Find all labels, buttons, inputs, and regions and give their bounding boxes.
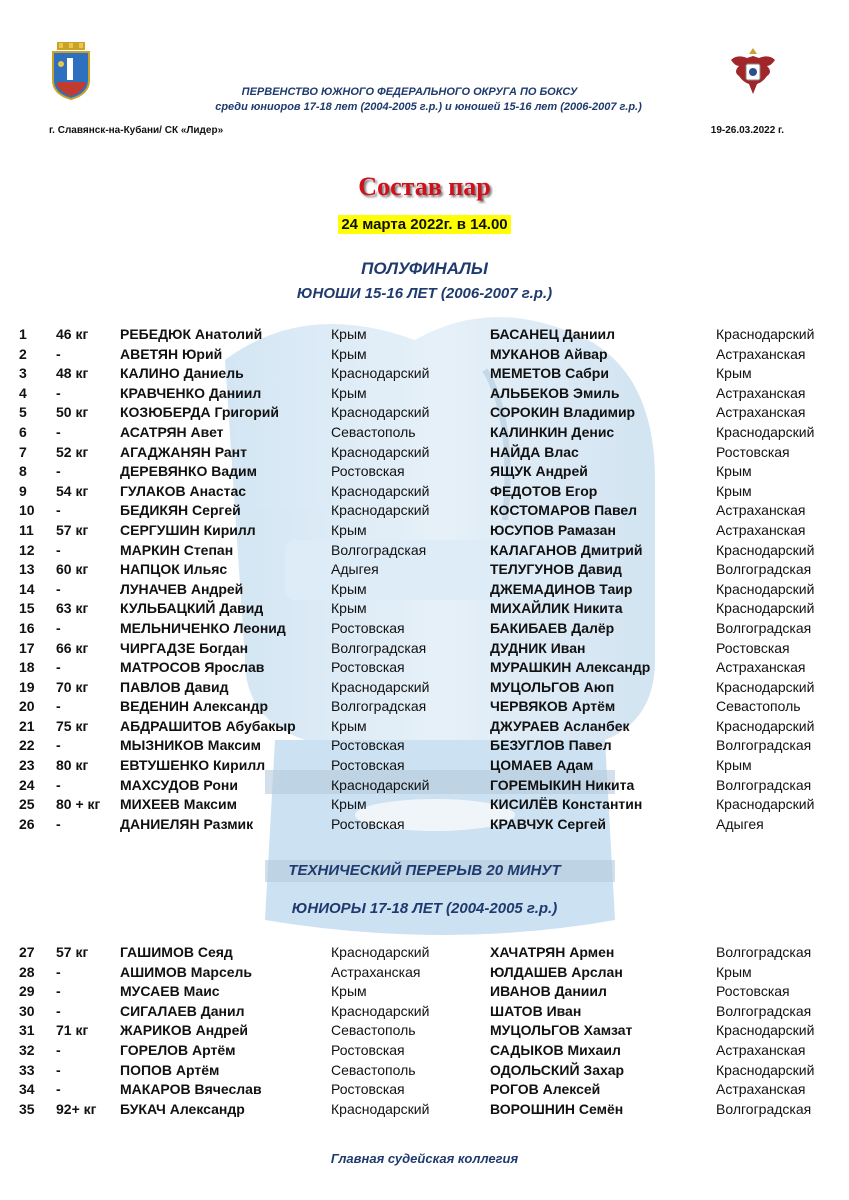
weight-class: - — [56, 502, 61, 519]
table-row — [0, 982, 849, 1002]
pair-number: 21 — [19, 717, 35, 734]
boxer-red-name: АСАТРЯН Авет — [120, 423, 224, 440]
pair-number: 16 — [19, 619, 35, 636]
boxer-blue-name: КОСТОМАРОВ Павел — [490, 502, 638, 519]
footer-signature: Главная судейская коллегия — [330, 1151, 519, 1166]
boxer-red-name: ПАВЛОВ Давид — [120, 678, 229, 695]
pair-number: 1 — [19, 326, 27, 342]
pair-number: 28 — [19, 963, 35, 980]
table-row — [0, 403, 849, 423]
boxer-red-region: Ростовская — [331, 659, 405, 676]
boxer-red-name: СЕРГУШИН Кирилл — [120, 521, 256, 538]
boxer-blue-region: Астраханская — [716, 521, 806, 538]
boxer-blue-region: Астраханская — [716, 404, 806, 421]
boxer-blue-name: НАЙДА Влас — [490, 443, 579, 460]
pair-number: 6 — [19, 423, 27, 440]
weight-class: - — [56, 1081, 61, 1098]
table-row — [0, 1002, 849, 1022]
pair-number: 4 — [19, 384, 27, 401]
pair-number: 26 — [19, 815, 35, 832]
pair-number: 17 — [19, 639, 35, 656]
table-row — [0, 423, 849, 443]
boxer-blue-name: ДЖУРАЕВ Асланбек — [490, 717, 630, 734]
boxer-red-region: Севастополь — [331, 1061, 416, 1078]
boxer-blue-name: ФЕДОТОВ Егор — [490, 482, 598, 499]
boxer-blue-name: ТЕЛУГУНОВ Давид — [490, 561, 622, 578]
weight-class: - — [56, 983, 61, 1000]
weight-class: 66 кг — [56, 639, 89, 656]
pair-number: 19 — [19, 678, 35, 695]
boxer-blue-name: ИВАНОВ Даниил — [490, 983, 607, 1000]
boxer-red-name: ДАНИЕЛЯН Размик — [120, 815, 254, 832]
pair-number: 25 — [19, 796, 35, 813]
boxer-red-region: Севастополь — [331, 423, 416, 440]
boxer-blue-name: ЯЩУК Андрей — [490, 463, 588, 480]
table-row — [0, 717, 849, 737]
boxer-blue-name: БАСАНЕЦ Даниил — [490, 326, 616, 342]
boxer-red-region: Крым — [331, 796, 367, 813]
boxer-blue-name: КИСИЛЁВ Константин — [490, 796, 643, 813]
boxer-blue-name: ДУДНИК Иван — [490, 639, 586, 656]
boxer-blue-region: Волгоградская — [716, 776, 812, 793]
boxer-blue-name: СОРОКИН Владимир — [490, 404, 636, 421]
boxer-blue-region: Краснодарский — [716, 796, 815, 813]
weight-class: 75 кг — [56, 717, 89, 734]
table-row — [0, 364, 849, 384]
boxer-blue-name: ХАЧАТРЯН Армен — [490, 944, 615, 960]
boxer-red-name: КРАВЧЕНКО Даниил — [120, 384, 262, 401]
boxer-red-region: Крым — [331, 717, 367, 734]
boxer-red-region: Краснодарский — [331, 443, 430, 460]
boxer-red-name: МЫЗНИКОВ Максим — [120, 737, 261, 754]
boxer-blue-name: МУЦОЛЬГОВ Хамзат — [490, 1022, 633, 1039]
boxer-red-name: АВЕТЯН Юрий — [120, 345, 223, 362]
pair-number: 35 — [19, 1100, 35, 1117]
weight-class: - — [56, 384, 61, 401]
boxer-red-region: Волгоградская — [331, 541, 427, 558]
pair-number: 24 — [19, 776, 35, 793]
boxer-red-name: ЧИРГАДЗЕ Богдан — [120, 639, 249, 656]
boxer-red-name: МАХСУДОВ Рони — [120, 776, 238, 793]
boxer-red-name: СИГАЛАЕВ Данил — [120, 1002, 245, 1019]
boxer-red-region: Краснодарский — [331, 1002, 430, 1019]
boxer-red-region: Краснодарский — [331, 944, 430, 960]
pair-number: 13 — [19, 561, 35, 578]
table-row — [0, 639, 849, 659]
boxer-red-region: Астраханская — [331, 963, 421, 980]
weight-class: 70 кг — [56, 678, 89, 695]
table-row — [0, 580, 849, 600]
pair-number: 33 — [19, 1061, 35, 1078]
boxer-blue-name: КРАВЧУК Сергей — [490, 815, 606, 832]
boxer-blue-region: Краснодарский — [716, 1022, 815, 1039]
weight-class: 57 кг — [56, 944, 89, 960]
table-row — [0, 658, 849, 678]
table-row — [0, 1100, 849, 1120]
boxer-blue-name: КАЛАГАНОВ Дмитрий — [490, 541, 643, 558]
pair-number: 32 — [19, 1041, 35, 1058]
boxer-red-region: Крым — [331, 600, 367, 617]
boxer-red-region: Краснодарский — [331, 502, 430, 519]
boxer-blue-name: БЕЗУГЛОВ Павел — [490, 737, 612, 754]
age-group-title-juniors-17-18: ЮНИОРЫ 17-18 ЛЕТ (2004-2005 г.р.) — [291, 900, 558, 917]
boxer-blue-region: Волгоградская — [716, 619, 812, 636]
pair-number: 20 — [19, 698, 35, 715]
event-dates: 19-26.03.2022 г. — [710, 125, 784, 136]
boxer-red-name: БУКАЧ Александр — [120, 1100, 245, 1117]
pair-number: 18 — [19, 659, 35, 676]
weight-class: - — [56, 1041, 61, 1058]
boxer-blue-name: МЕМЕТОВ Сабри — [490, 365, 609, 382]
pair-number: 2 — [19, 345, 27, 362]
pair-number: 23 — [19, 757, 35, 774]
table-row — [0, 815, 849, 835]
table-row — [0, 697, 849, 717]
pair-number: 15 — [19, 600, 35, 617]
table-row — [0, 776, 849, 796]
table-row — [0, 443, 849, 463]
boxer-red-region: Крым — [331, 983, 367, 1000]
boxer-red-region: Волгоградская — [331, 698, 427, 715]
boxer-blue-region: Ростовская — [716, 443, 790, 460]
table-row — [0, 325, 849, 345]
boxer-red-name: ГАШИМОВ Сеяд — [120, 944, 233, 960]
boxer-blue-region: Крым — [716, 463, 752, 480]
boxer-red-name: МУСАЕВ Маис — [120, 983, 220, 1000]
boxer-red-name: ВЕДЕНИН Александр — [120, 698, 268, 715]
pair-number: 3 — [19, 365, 27, 382]
boxer-blue-region: Ростовская — [716, 639, 790, 656]
weight-class: - — [56, 659, 61, 676]
boxer-red-region: Ростовская — [331, 815, 405, 832]
stage-title: ПОЛУФИНАЛЫ — [361, 259, 488, 278]
boxer-red-region: Севастополь — [331, 1022, 416, 1039]
boxer-red-region: Ростовская — [331, 619, 405, 636]
boxer-blue-region: Крым — [716, 482, 752, 499]
boxer-blue-region: Астраханская — [716, 345, 806, 362]
boxer-red-region: Краснодарский — [331, 365, 430, 382]
boxer-blue-name: САДЫКОВ Михаил — [490, 1041, 621, 1058]
boxer-red-name: НАПЦОК Ильяс — [120, 561, 228, 578]
boxer-red-name: ПОПОВ Артём — [120, 1061, 220, 1078]
weight-class: 71 кг — [56, 1022, 89, 1039]
weight-class: - — [56, 776, 61, 793]
boxer-blue-region: Крым — [716, 963, 752, 980]
pair-number: 11 — [19, 521, 34, 538]
boxer-blue-region: Ростовская — [716, 983, 790, 1000]
boxer-blue-region: Волгоградская — [716, 1002, 812, 1019]
weight-class: 57 кг — [56, 521, 89, 538]
weight-class: - — [56, 815, 61, 832]
table-row — [0, 619, 849, 639]
boxer-red-name: ГУЛАКОВ Анастас — [120, 482, 247, 499]
session-date: 24 марта 2022г. в 14.00 — [338, 215, 510, 234]
table-row — [0, 501, 849, 521]
boxer-red-name: МАРКИН Степан — [120, 541, 234, 558]
boxer-red-region: Ростовская — [331, 757, 405, 774]
boxer-red-region: Краснодарский — [331, 1100, 430, 1117]
boxer-red-region: Волгоградская — [331, 639, 427, 656]
weight-class: - — [56, 345, 61, 362]
weight-class: - — [56, 463, 61, 480]
table-row — [0, 482, 849, 502]
age-group-title-juniors-15-16: ЮНОШИ 15-16 ЛЕТ (2006-2007 г.р.) — [296, 285, 553, 302]
boxer-blue-region: Краснодарский — [716, 423, 815, 440]
boxer-blue-region: Астраханская — [716, 384, 806, 401]
boxer-blue-region: Адыгея — [716, 815, 764, 832]
boxer-blue-region: Астраханская — [716, 659, 806, 676]
boxer-blue-name: ОДОЛЬСКИЙ Захар — [490, 1061, 625, 1078]
pair-number: 9 — [19, 482, 27, 499]
boxer-red-region: Крым — [331, 521, 367, 538]
table-row — [0, 1041, 849, 1061]
boxer-red-name: ЖАРИКОВ Андрей — [120, 1022, 248, 1039]
table-row — [0, 756, 849, 776]
boxer-red-region: Крым — [331, 326, 367, 342]
pair-number: 22 — [19, 737, 35, 754]
championship-title: ПЕРВЕНСТВО ЮЖНОГО ФЕДЕРАЛЬНОГО ОКРУГА ПО БОКСУ — [241, 86, 578, 98]
boxer-red-region: Крым — [331, 384, 367, 401]
weight-class: - — [56, 580, 61, 597]
weight-class: 63 кг — [56, 600, 89, 617]
boxer-red-region: Краснодарский — [331, 678, 430, 695]
boxer-blue-region: Астраханская — [716, 1081, 806, 1098]
pair-number: 12 — [19, 541, 35, 558]
boxer-red-region: Краснодарский — [331, 404, 430, 421]
pair-number: 8 — [19, 463, 27, 480]
pair-number: 10 — [19, 502, 35, 519]
boxer-red-region: Адыгея — [331, 561, 379, 578]
pair-number: 29 — [19, 983, 35, 1000]
break-notice: ТЕХНИЧЕСКИЙ ПЕРЕРЫВ 20 МИНУТ — [288, 862, 561, 879]
boxer-blue-name: МУЦОЛЬГОВ Аюп — [490, 678, 615, 695]
boxer-blue-region: Краснодарский — [716, 1061, 815, 1078]
weight-class: - — [56, 619, 61, 636]
pair-number: 34 — [19, 1081, 35, 1098]
boxer-red-name: ДЕРЕВЯНКО Вадим — [120, 463, 257, 480]
pair-number: 27 — [19, 944, 35, 960]
boxer-blue-region: Волгоградская — [716, 561, 812, 578]
boxer-red-name: ГОРЕЛОВ Артём — [120, 1041, 236, 1058]
venue: г. Славянск-на-Кубани/ СК «Лидер» — [49, 125, 224, 136]
boxer-red-name: РЕБЕДЮК Анатолий — [120, 326, 263, 342]
weight-class: 46 кг — [56, 326, 89, 342]
boxer-blue-name: РОГОВ Алексей — [490, 1081, 601, 1098]
page-title: Состав пар — [358, 172, 491, 201]
weight-class: - — [56, 541, 61, 558]
weight-class: 48 кг — [56, 365, 89, 382]
boxer-blue-name: ШАТОВ Иван — [490, 1002, 582, 1019]
weight-class: - — [56, 963, 61, 980]
table-row — [0, 1080, 849, 1100]
boxer-red-region: Краснодарский — [331, 482, 430, 499]
table-row — [0, 462, 849, 482]
pair-number: 14 — [19, 580, 35, 597]
championship-subtitle: среди юниоров 17-18 лет (2004-2005 г.р.) и юношей 15-16 лет (2006-2007 г.р.) — [215, 101, 642, 113]
boxer-blue-name: КАЛИНКИН Денис — [490, 423, 615, 440]
weight-class: 80 + кг — [56, 796, 101, 813]
boxer-blue-region: Краснодарский — [716, 326, 815, 342]
weight-class: - — [56, 737, 61, 754]
boxer-blue-region: Волгоградская — [716, 1100, 812, 1117]
weight-class: 52 кг — [56, 443, 89, 460]
boxer-blue-region: Краснодарский — [716, 541, 815, 558]
boxer-blue-region: Краснодарский — [716, 600, 815, 617]
boxer-blue-name: МУРАШКИН Александр — [490, 659, 651, 676]
boxer-blue-region: Краснодарский — [716, 717, 815, 734]
weight-class: - — [56, 1002, 61, 1019]
boxer-blue-region: Краснодарский — [716, 580, 815, 597]
boxer-red-name: АШИМОВ Марсель — [120, 963, 253, 980]
table-row — [0, 963, 849, 983]
boxer-red-name: МЕЛЬНИЧЕНКО Леонид — [120, 619, 286, 636]
boxer-red-region: Краснодарский — [331, 776, 430, 793]
boxer-red-name: МИХЕЕВ Максим — [120, 796, 237, 813]
weight-class: - — [56, 1061, 61, 1078]
table-row — [0, 736, 849, 756]
pair-number: 7 — [19, 443, 27, 460]
boxer-red-region: Крым — [331, 580, 367, 597]
table-row — [0, 384, 849, 404]
boxer-blue-name: МУКАНОВ Айвар — [490, 345, 608, 362]
table-row — [0, 541, 849, 561]
boxer-blue-region: Волгоградская — [716, 737, 812, 754]
table-row — [0, 599, 849, 619]
boxer-blue-region: Крым — [716, 365, 752, 382]
boxer-blue-region: Краснодарский — [716, 678, 815, 695]
boxer-red-name: АБДРАШИТОВ Абубакыр — [120, 717, 296, 734]
boxer-red-name: БЕДИКЯН Сергей — [120, 502, 241, 519]
boxer-red-name: КУЛЬБАЦКИЙ Давид — [120, 600, 264, 617]
boxer-blue-name: МИХАЙЛИК Никита — [490, 600, 623, 617]
weight-class: 80 кг — [56, 757, 89, 774]
boxer-blue-name: ЦОМАЕВ Адам — [490, 757, 594, 774]
boxer-red-region: Ростовская — [331, 1041, 405, 1058]
boxer-blue-name: ЧЕРВЯКОВ Артём — [490, 698, 616, 715]
boxer-blue-name: БАКИБАЕВ Далёр — [490, 619, 615, 636]
boxer-red-name: КАЛИНО Даниель — [120, 365, 244, 382]
boxer-red-name: ЛУНАЧЕВ Андрей — [120, 580, 244, 597]
boxer-red-name: КОЗЮБЕРДА Григорий — [120, 404, 279, 421]
weight-class: 92+ кг — [56, 1100, 97, 1117]
pair-number: 31 — [19, 1022, 35, 1039]
boxer-blue-name: ГОРЕМЫКИН Никита — [490, 776, 635, 793]
boxer-red-name: МАКАРОВ Вячеслав — [120, 1081, 262, 1098]
weight-class: - — [56, 423, 61, 440]
boxer-red-region: Ростовская — [331, 463, 405, 480]
table-row — [0, 560, 849, 580]
boxer-blue-region: Севастополь — [716, 698, 801, 715]
boxer-red-name: МАТРОСОВ Ярослав — [120, 659, 265, 676]
weight-class: 54 кг — [56, 482, 89, 499]
boxer-blue-name: ЮСУПОВ Рамазан — [490, 521, 616, 538]
boxer-red-name: АГАДЖАНЯН Рант — [120, 443, 247, 460]
boxer-red-region: Ростовская — [331, 737, 405, 754]
weight-class: 50 кг — [56, 404, 89, 421]
boxer-blue-region: Волгоградская — [716, 944, 812, 960]
table-row — [0, 345, 849, 365]
boxer-blue-region: Астраханская — [716, 1041, 806, 1058]
boxer-blue-name: ЮЛДАШЕВ Арслан — [490, 963, 623, 980]
table-row — [0, 795, 849, 815]
table-row — [0, 678, 849, 698]
boxer-blue-name: АЛЬБЕКОВ Эмиль — [490, 384, 620, 401]
table-row — [0, 521, 849, 541]
boxer-red-region: Крым — [331, 345, 367, 362]
boxer-red-name: ЕВТУШЕНКО Кирилл — [120, 757, 266, 774]
pairs-table-group2 — [0, 943, 849, 1119]
pair-number: 30 — [19, 1002, 35, 1019]
boxer-blue-name: ДЖЕМАДИНОВ Таир — [490, 580, 633, 597]
pair-number: 5 — [19, 404, 27, 421]
boxer-blue-name: ВОРОШНИН Семён — [490, 1100, 624, 1117]
boxer-red-region: Ростовская — [331, 1081, 405, 1098]
boxer-blue-region: Астраханская — [716, 502, 806, 519]
table-row — [0, 1061, 849, 1081]
table-row — [0, 943, 849, 963]
pairs-table-group1 — [0, 325, 849, 834]
weight-class: 60 кг — [56, 561, 89, 578]
table-row — [0, 1021, 849, 1041]
weight-class: - — [56, 698, 61, 715]
boxer-blue-region: Крым — [716, 757, 752, 774]
